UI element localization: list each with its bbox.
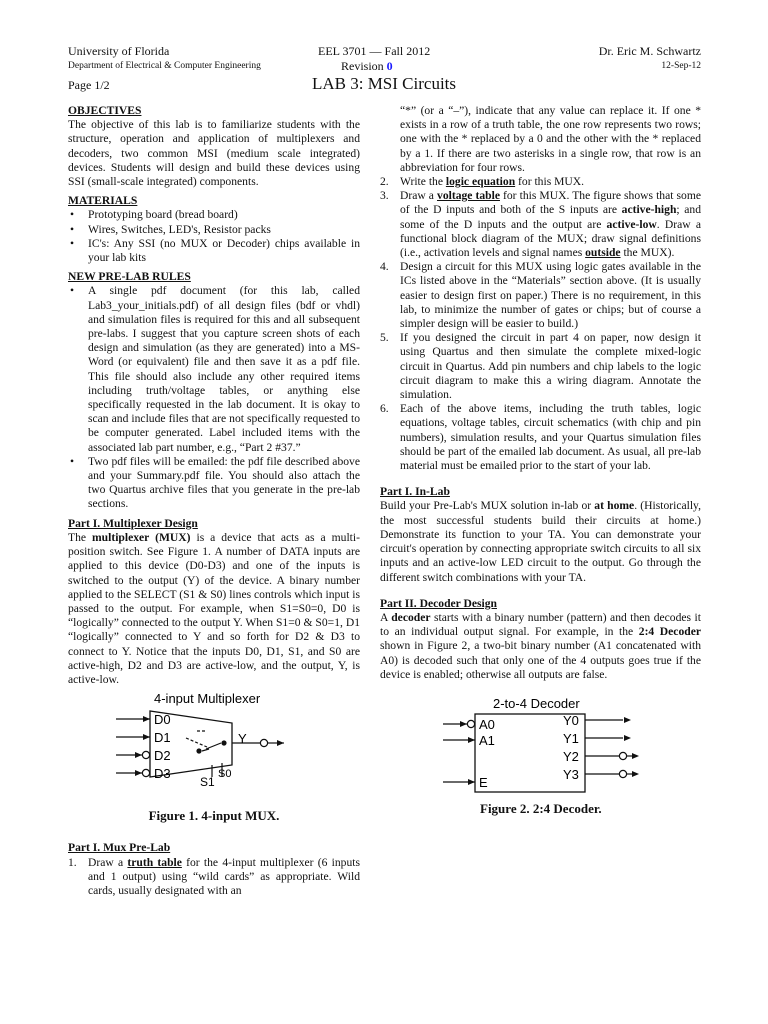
right-column xyxy=(380,104,701,816)
list-item: • Prototyping board (bread board) xyxy=(68,208,360,222)
revision-number: 0 xyxy=(386,59,393,73)
decoder-output-y1: Y1 xyxy=(562,730,579,746)
list-item: 3. Draw a voltage table for this MUX. The figure shows that some of the D inputs and both of the S inputs are active-high; and some of the D inputs and the output are active-low. Draw a functional block diagram of the MUX; draw signal definitions (i.e., activation levels and signal names outside the MUX). xyxy=(380,189,702,260)
mux-prelab-heading: Part I. Mux Pre-Lab xyxy=(68,841,171,855)
mux-prelab-list xyxy=(68,856,360,899)
list-item: 1. Draw a truth table for the 4-input multiplexer (6 inputs and 1 output) using “wild cards” as appropriate. Wild cards, usually designated with an xyxy=(68,855,360,897)
revision xyxy=(341,59,393,74)
department-name: Department of Electrical & Computer Engineering xyxy=(68,61,261,71)
list-item: 6. Each of the above items, including the truth tables, logic equations, voltage tables, circuit schematics (with chip and pin numbers), simulation results, and your Quartus simulation files should be part of the emailed lab document. As usual, all pre-lab material must be emailed prior to the start of your lab. xyxy=(380,402,701,473)
mux-figure xyxy=(114,691,314,809)
mux-output-y: Y xyxy=(238,731,247,747)
page-number: Page 1/2 xyxy=(68,78,110,92)
revision-label: Revision xyxy=(341,59,384,73)
part2-heading: Part II. Decoder Design xyxy=(380,596,497,610)
page-title: LAB 3: MSI Circuits xyxy=(311,74,457,93)
mux-input-d1: D1 xyxy=(154,730,171,746)
mux-input-d3: D3 xyxy=(154,766,171,782)
list-item: 5. If you designed the circuit in part 4 on paper, now design it using Quartus and then simulate the complete mixed-logic circuit in Quartus. Add pin numbers and chip labels to the logic circuit diagram to make this a wiring diagram. Annotate the simulation. xyxy=(380,331,701,402)
materials-list xyxy=(68,208,360,265)
mux-title: 4-input Multiplexer xyxy=(154,691,261,707)
inlab-text: Build your Pre-Lab's MUX solution in-lab or at home. (Historically, the most successful students build their circuits at home.) Demonstrate its function to your TA. You can demonstrate your circuit's operation by connecting appropriate switch circuits to all six inputs and an active-low LED circuit to the output. Go through the different switch combinations with your TA. xyxy=(380,499,702,584)
mux-select-s0: S0 xyxy=(218,768,232,781)
part2-text: A decoder starts with a binary number (pattern) and then decodes it to an individual output signal. For example, in the 2:4 Decoder shown in Figure 2, a two-bit binary number (A1 concatenated with A0) is decoded such that only one of the 4 outputs goes true if the device is enabled; otherwise all outputs are false. xyxy=(380,610,701,681)
mux-input-d0: D0 xyxy=(154,712,171,728)
list-item: • Two pdf files will be emailed: the pdf file described above and your Summary.pdf file. You should also attach the two Quartus archive files that you generate in the pre-lab sections. xyxy=(68,455,360,512)
decoder-enable-e: E xyxy=(478,774,488,790)
part1-heading: Part I. Multiplexer Design xyxy=(68,516,198,530)
mux-input-d2: D2 xyxy=(154,748,171,764)
figure2-caption: Figure 2. 2:4 Decoder. xyxy=(480,800,602,816)
part1-text: The multiplexer (MUX) is a device that acts as a multi-position switch. See Figure 1. A number of DATA inputs are applied to this device (D0-D3) and one of the inputs is switched to the output (Y) of the device. A binary number applied to the SELECT (S1 & S0) lines controls which input is passed to the output. For example, when S1=S0=0, D0 is “logically” connected to the output Y. When S1=0 & S0=1, D1 “logically” connected to Y and so forth for D2 & D3 to connect to Y. Notice that the inputs D0, D1, S1, and S0 are active-high, D2 and D3 are active-low, and the output, Y, is active-low. xyxy=(68,530,360,686)
list-item: • IC's: Any SSI (no MUX or Decoder) chips available in your lab kits xyxy=(68,237,360,265)
figure1-caption: Figure 1. 4-input MUX. xyxy=(148,808,280,824)
decoder-input-a0: A0 xyxy=(478,716,495,732)
decoder-output-y3: Y3 xyxy=(562,766,579,782)
left-column xyxy=(68,104,360,898)
objectives-heading: OBJECTIVES xyxy=(68,104,142,117)
inlab-heading: Part I. In-Lab xyxy=(380,485,450,499)
decoder-output-y2: Y2 xyxy=(562,748,579,764)
course-name: EEL 3701 — Fall 2012 xyxy=(318,44,431,58)
mux-prelab-list-continued xyxy=(380,175,701,473)
prelab-rules-list xyxy=(68,284,360,511)
decoder-title: 2-to-4 Decoder xyxy=(492,695,580,711)
date: 12-Sep-12 xyxy=(661,61,701,71)
materials-heading: MATERIALS xyxy=(68,194,138,208)
list-item: • Wires, Switches, LED's, Resistor packs xyxy=(68,223,360,237)
list-item: • A single pdf document (for this lab, called Lab3_your_initials.pdf) of all design files (bdf or vhdl) and simulation files is required for this and all subsequent pre-labs. I suggest that you capture screen shots of each design and simulation (as they are generated) into a MS-Word (or equivalent) file and then save it as a pdf file. This file should also include any other required items including truth/voltage tables, or anything else specifically requested in the lab document. It is okay to scan and include files that are not specifically requested to be computer generated. Label included items with the associated lab part number, e.g., “Part 2 #37.” xyxy=(68,284,360,454)
decoder-output-y0: Y0 xyxy=(562,712,579,728)
decoder-figure xyxy=(441,696,641,802)
instructor-name: Dr. Eric M. Schwartz xyxy=(598,44,701,58)
prelab-rules-heading: NEW PRE-LAB RULES xyxy=(68,270,191,284)
objectives-text: The objective of this lab is to familiarize students with the structure, operation and application of multiplexers and decoders, two common MSI (medium scale integrated) devices. Students will design and build these devices using SSI (small-scale integrated) components. xyxy=(68,118,360,189)
decoder-input-a1: A1 xyxy=(478,732,495,748)
mux-select-s1: S1 xyxy=(200,775,215,790)
university-name: University of Florida xyxy=(68,44,170,58)
wildcard-continuation: “*” (or a “–”), indicate that any value can replace it. If one * exists in a row of a truth table, the one row represents two rows; one with the * replaced by a 0 and the other with the * replaced by a 1. If there are two asterisks in a single row, that row is an abbreviation for four rows. xyxy=(400,104,701,174)
list-item: 2. Write the logic equation for this MUX. xyxy=(380,175,585,189)
list-item: 4. Design a circuit for this MUX using logic gates available in the ICs listed above in the “Materials” section above. (It is usually easier to design first on paper.) There is no requirement, in this lab, to minimize the number of gates or chips; but of course a simpler design will be easier to build.) xyxy=(380,260,701,331)
